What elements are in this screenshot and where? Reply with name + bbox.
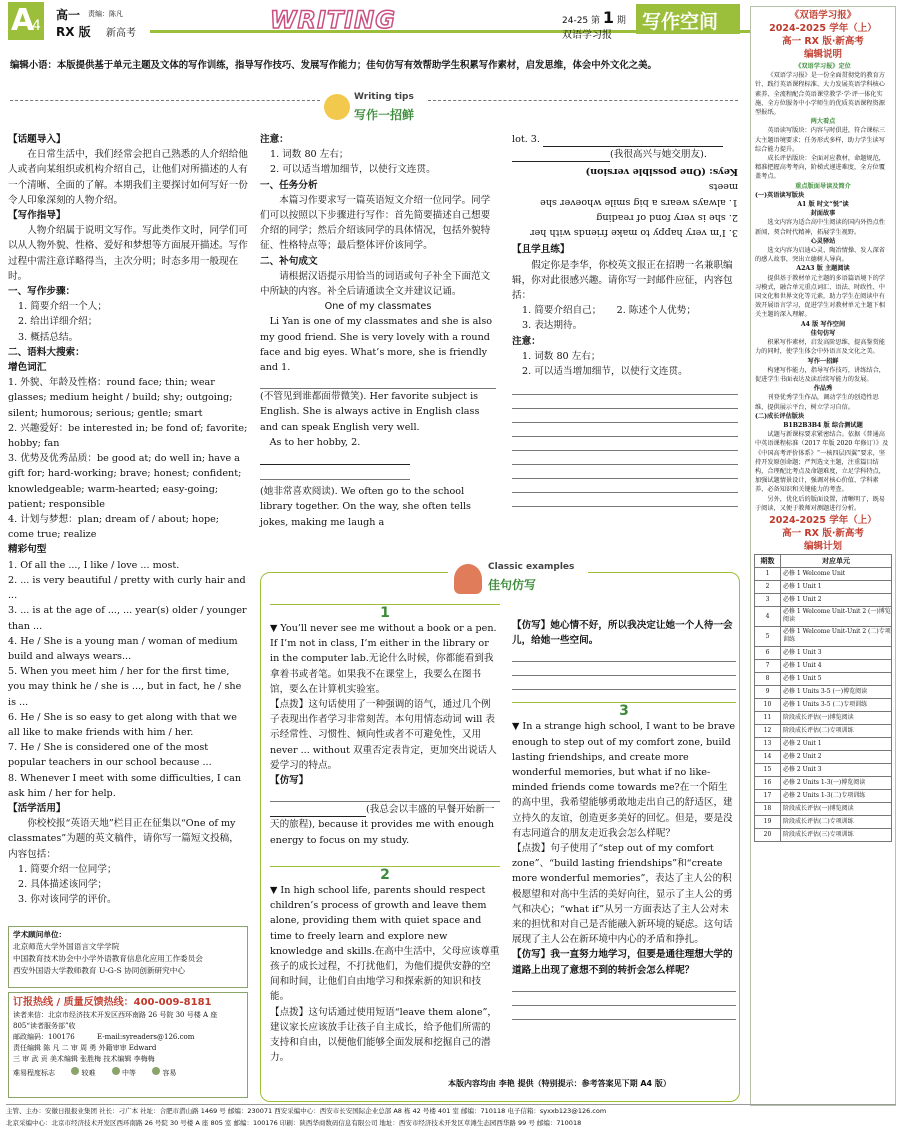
plan-row — [755, 750, 892, 763]
highlight-text: 英语读写版块：内容与时俱进，符合课标三大主题语境要求；任务形式多样，助力学生读写综合能力提升。 — [755, 127, 885, 153]
hotline: 订报热线 / 质量反馈热线：400-009-8181 — [13, 997, 212, 1008]
sentence-item: 6. He / She is so easy to get along with that we all like to make friends with him / her. — [8, 711, 237, 738]
imitate-line[interactable] — [512, 978, 736, 992]
b-head: B1B2B3B4 版 综合测试题 — [783, 421, 863, 429]
footer-line: 主管、主办：安徽日报报业集团 社长：刁广本 社址：合肥市潜山路 1469 号 邮编：230071 西安采编中心：西安市长安国际企业总部 A8 栋 42 号楼 401 室 邮编：710118 电子信箱：syxxb123@126.com — [6, 1107, 607, 1115]
plan-issue: 10 — [755, 698, 781, 711]
advisor-title: 学术顾问单位： — [13, 930, 67, 939]
editor-label: 责编：陈凡 — [88, 10, 123, 18]
vocab-item: 4. 计划与梦想：plan; dream of / about; hope; come true; realize — [8, 514, 220, 541]
advisor-line: 中国教育技术协会中小学外语教育信息化应用工作委员会 — [13, 954, 203, 963]
essay-cont-text: lot. 3. — [512, 134, 540, 145]
drill-note: 1. 词数 80 左右； — [522, 350, 601, 362]
imitate-line[interactable] — [512, 1006, 736, 1020]
plan-issue: 3 — [755, 593, 781, 606]
plan-issue: 16 — [755, 776, 781, 789]
imitate-hint-text: (我总会以丰盛的早餐开始新一天的旅程), because it provides me with enough energy to focus on my study. — [270, 804, 495, 846]
plan-unit: 必修 2 Unit 1 — [781, 737, 892, 750]
sidebar-grade: 高一 RX 版·新高考 — [782, 36, 864, 47]
activity-title: 【活学活用】 — [8, 802, 66, 814]
bottom-note: 本版内容均由 李艳 提供（特别提示：参考答案见下期 A4 版） — [448, 1079, 671, 1088]
plan-row — [755, 711, 892, 724]
writing-line[interactable] — [512, 395, 738, 409]
imitate-label: 【仿写】 — [270, 775, 309, 787]
plan-unit: 必修 2 Unit 3 — [781, 763, 892, 776]
plan-table — [754, 554, 892, 842]
plan-unit: 阶段成长评估(二)专项训练 — [781, 815, 892, 828]
sidebar-body — [751, 61, 895, 514]
writing-line[interactable] — [512, 409, 738, 423]
reader-address: 读者来信：北京市经济技术开发区西环南路 26 号院 30 号楼 A 座 805“读者服务部”收 — [13, 1011, 218, 1030]
essay-text: Li Yan is one of my classmates and she is also my good friend. She is very lovely with a round face and big eyes. What’s more, she is friendly and 1. — [260, 316, 493, 374]
sidebar-sub: 编辑说明 — [803, 49, 842, 60]
example-number: 1 — [270, 604, 500, 621]
plan-unit: 必修 1 Units 3-5 (一)博览阅读 — [781, 685, 892, 698]
sidebar-title: 《双语学习报》 — [789, 10, 857, 21]
classic-examples-banner — [448, 560, 588, 600]
plan-table-head — [755, 554, 892, 567]
edition-label: RX 版 — [56, 25, 91, 39]
column-guide-title: 重点版面导读及简介 — [795, 182, 851, 190]
a1-head: A1 版 时文“悦”读 — [797, 201, 849, 209]
vocab-item: 2. 兴趣爱好：be interested in; be fond of; favorite; hobby; fan — [8, 422, 248, 450]
footer-line: 北京采编中心：北京市经济技术开发区西环南路 26 号院 30 号楼 A 座 805 室 邮编：100176 印刷：陕西华商数码信息有限公司 地址：西安市经济技术开发区草滩生态园西华路 99 号 邮编：710018 — [6, 1119, 582, 1127]
plan-unit: 阶段成长评估(一)博览阅读 — [781, 802, 892, 815]
fill-title: 二、补句成文 — [260, 255, 318, 267]
task-text: 本篇习作要求写一篇英语短文介绍一位同学。同学们可以按照以下步骤进行写作：首先简要描述自己想要介绍的同学；然后介绍该同学的具体情况，包括外貌特征、性格特点等；最后整体评价该同学。 — [260, 194, 491, 252]
plan-unit: 必修 1 Welcome Unit — [781, 567, 892, 580]
key-line: 3. I’m very happy to make friends with her — [529, 227, 738, 239]
vocab-item: 3. 优势及优秀品质：be good at; do well in; have a gift for; hard-working; brave; honest; confident; knowledgeable; warm-hearted; easy-going; patient; responsible — [8, 453, 242, 510]
b-text: 试题与新课标要求紧密结合。依据《普通高中英语课程标准（2017 年版 2020 年修订）》及《中国高考评价体系》“一核四层四翼”要求，坚持开发原创命题；严判选文主题，注重篇目结构，合理配比考点及命题难度，立足学科特点，加强试题情景设计，强调对核心价值、学科素养、必备知识和关键能力的考查。 — [755, 431, 889, 494]
drill-item: 3. 表达期待。 — [522, 320, 583, 332]
item-text: 选文内容为启迪心灵、陶冶情操、发人深省的感人故事，突出立德树人导向。 — [755, 247, 885, 264]
plan-issue: 19 — [755, 815, 781, 828]
sentence-item: 1. Of all the ..., I like / love ... most. — [8, 559, 180, 571]
imitate-line[interactable] — [512, 992, 736, 1006]
a2a3-head: A2A3 版 主题阅读 — [796, 265, 850, 273]
imitate-hint — [270, 802, 500, 848]
example-en-text: ▼ In a strange high school, I want to be brave enough to step out of my comfort zone, build lasting friendships, and create more wonderful memories, but what if no like-minded friends come towards me? — [512, 721, 736, 794]
plan-row — [755, 802, 892, 815]
example-number: 2 — [270, 866, 500, 883]
essay-hint-1: (不管见到谁都面带微笑). Her favorite subject is English. She is always active in English class and can speak English very well. — [260, 391, 480, 433]
staff-line: 责任编辑 陈 凡 二 审 周 勇 外籍审审 Edward — [13, 1044, 157, 1052]
vocab-title: 二、语料大搜索： — [8, 346, 85, 358]
plan-row — [755, 567, 892, 580]
activity-item: 3. 你对该同学的评价。 — [18, 894, 117, 906]
difficulty-easy-icon — [152, 1067, 160, 1075]
b-text-2: 另外，优化后的版面设置，清晰明了，既易于阅读，又便于教师对测题进行分析。 — [755, 495, 885, 512]
advisor-line: 北京师范大学外国语言文学学院 — [13, 942, 120, 951]
item-text: 选文内容为适合高中生阅读的国内外热点性新闻，契合时代精神，拓展学生视野。 — [755, 219, 885, 236]
plan-row — [755, 659, 892, 672]
zip-code — [13, 1032, 243, 1043]
plan-row — [755, 606, 892, 626]
blank-3-cont[interactable] — [512, 152, 610, 162]
item-text: 积累写作素材，启发高阶思维，提高鉴赏能力的同时，使学生体会中外语言及文化之美。 — [755, 339, 885, 356]
plan-issue: 15 — [755, 763, 781, 776]
difficulty-medium-icon — [112, 1067, 120, 1075]
plan-row — [755, 776, 892, 789]
plan-row — [755, 763, 892, 776]
plan-unit: 必修 1 Welcome Unit-Unit 2 (一)博览阅读 — [781, 606, 892, 626]
reading-person-icon — [454, 564, 482, 594]
plan-unit: 必修 1 Unit 5 — [781, 672, 892, 685]
lightbulb-icon — [324, 94, 350, 120]
paper-name: 双语学习报 — [562, 30, 612, 41]
section-2-title: (二)成长评估版块 — [755, 412, 805, 420]
grade-label: 高一 — [56, 8, 81, 22]
essay-part-2 — [260, 435, 496, 465]
plan-row — [755, 815, 892, 828]
plan-row — [755, 593, 892, 606]
plan-issue: 11 — [755, 711, 781, 724]
topic-title: 【话题导入】 — [8, 134, 66, 145]
plan-col-issue: 期数 — [755, 554, 781, 567]
activity-item: 2. 具体描述该同学； — [18, 878, 107, 890]
activity-text: 你校校报“英语天地”栏目正在征集以“One of my classmates”为题的英文稿件，请你写一篇短文投稿，内容包括： — [8, 818, 239, 860]
step-item: 1. 简要介绍一个人； — [18, 301, 107, 313]
classic-en: Classic examples — [488, 562, 575, 572]
imitate-blank[interactable] — [270, 807, 366, 817]
example-cn-text: 在一个陌生的高中里，我希望能够勇敢地走出自己的舒适区，建立持久的友谊，创造更多美好的回忆。但是，要是没有志同道合的朋友走近我会怎么样呢？ — [512, 782, 733, 839]
guide-title: 【写作指导】 — [8, 210, 66, 222]
advisor-box — [8, 926, 248, 988]
zip-label: 邮政编码：100176 — [13, 1033, 75, 1041]
difficulty-easy: 容易 — [162, 1069, 177, 1077]
plan-unit: 必修 1 Unit 4 — [781, 659, 892, 672]
plan-header — [751, 514, 895, 553]
item-sub: 心灵驿站 — [810, 237, 836, 245]
highlight-text: 成长评估版块：全面对应教材，命题规范，精准把握高考考向，阶梯式递进难度，全方位覆盖考点。 — [755, 155, 885, 181]
writing-line[interactable] — [512, 479, 738, 493]
plan-unit: 阶段成长评估(二)专项训练 — [781, 724, 892, 737]
plan-unit: 必修 1 Unit 2 — [781, 593, 892, 606]
essay-title: One of my classmates — [324, 301, 432, 313]
issue-unit: 期 — [616, 16, 626, 26]
item-text: 刊登优秀学生作品，调动学生的创造性思维，提供展示平台，树立学习自信。 — [755, 394, 879, 411]
edition-sub-label: 新高考 — [106, 28, 136, 39]
key-line: 2. she is very fond of reading — [596, 212, 738, 224]
essay-continuation — [512, 132, 738, 147]
sidebar-year: 2024-2025 学年（上） — [769, 23, 877, 34]
notes-title: 注意： — [260, 134, 289, 145]
plan-issue: 8 — [755, 672, 781, 685]
plan-issue: 5 — [755, 626, 781, 646]
plan-row — [755, 828, 892, 841]
plan-unit: 必修 1 Unit 3 — [781, 646, 892, 659]
writing-tips-en: Writing tips — [354, 92, 414, 102]
order-box — [8, 992, 248, 1098]
plan-unit: 必修 2 Units 1-3(二)专项训练 — [781, 789, 892, 802]
drill-title: 【且学且练】 — [512, 244, 570, 256]
plan-issue: 18 — [755, 802, 781, 815]
item-text: 构建写作能力，指导写作技巧，讲练结合，促进学生书面表达及读后续写能力的发展。 — [755, 366, 885, 383]
plan-sub: 编辑计划 — [803, 540, 842, 552]
example-en-text: ▼ In high school life, parents should respect children’s process of growth and leave them alone, providing them with quiet space and time to freely learn and explore new knowledge and skills. — [270, 885, 487, 957]
writing-line[interactable] — [512, 381, 738, 395]
plan-issue: 4 — [755, 606, 781, 626]
example-1 — [270, 604, 500, 848]
middle-column — [260, 132, 496, 530]
note-item: 2. 可以适当增加细节，以使行文连贯。 — [270, 164, 436, 176]
fill-text: 请根据汉语提示用恰当的词语或句子补全下面范文中所缺的内容。补全后请通读全文并建议记诵。 — [260, 270, 491, 298]
plan-unit: 必修 2 Unit 2 — [781, 750, 892, 763]
difficulty-hard-icon — [71, 1067, 79, 1075]
example-2-cont — [512, 618, 736, 1020]
plan-issue: 2 — [755, 580, 781, 593]
essay-hint-3 — [512, 147, 738, 162]
step-item: 2. 给出详细介绍； — [18, 316, 98, 328]
step-item: 3. 概括总结。 — [18, 331, 79, 343]
sentence-item: 7. He / She is considered one of the most popular teachers in our school because ... — [8, 742, 212, 769]
plan-row — [755, 737, 892, 750]
vocab-item: 1. 外貌、年龄及性格：round face; thin; wear glasses; medium height / build; shy; outgoing; silent; humorous; serious; gentle; smart — [8, 377, 233, 419]
plan-issue: 17 — [755, 789, 781, 802]
imitate-line[interactable] — [270, 788, 500, 802]
plan-table-body — [755, 567, 892, 841]
plan-row — [755, 698, 892, 711]
plan-row — [755, 672, 892, 685]
essay-hint-2: (她非常喜欢阅读). We often go to the school library together. On the way, she often tells jokes, making me laugh a — [260, 486, 471, 528]
left-column — [8, 132, 248, 907]
plan-issue: 12 — [755, 724, 781, 737]
difficulty-legend — [13, 1067, 243, 1079]
plan-year: 2024-2025 学年（上） — [769, 514, 877, 526]
imitate-label-3: 【仿写】我一直努力地学习，但要是通往理想大学的道路上出现了意想不到的转折会怎么样呢？ — [512, 949, 733, 976]
editorial-sidebar — [750, 6, 896, 1106]
writing-title: WRITING — [270, 6, 396, 34]
right-content-column — [512, 132, 738, 507]
plan-col-unit: 对应单元 — [781, 554, 892, 567]
note-item: 1. 词数 80 左右； — [270, 149, 349, 161]
blank-3[interactable] — [543, 137, 723, 147]
example-2 — [270, 866, 500, 1065]
email-label: E-mail:syreaders@126.com — [96, 1033, 195, 1041]
plan-unit: 阶段成长评估(三)专项训练 — [781, 828, 892, 841]
imitate-line[interactable] — [512, 648, 736, 662]
plan-row — [755, 580, 892, 593]
plan-issue: 7 — [755, 659, 781, 672]
guide-text: 人物介绍属于说明文写作。写此类作文时，同学们可以从人物外貌、性格、爱好和梦想等方面展开描述。写作过程中需注意详略得当，主次分明；时态多用一般现在时。 — [8, 225, 248, 282]
advisor-line: 西安外国语大学教师教育 U-G-S 协同创新研究中心 — [13, 966, 185, 975]
blank-1[interactable] — [260, 375, 496, 389]
plan-issue: 13 — [755, 737, 781, 750]
blank-2-cont[interactable] — [260, 466, 410, 480]
issue-prefix: 24-25 第 — [562, 16, 601, 26]
writing-tips-cn: 写作一招鲜 — [354, 108, 415, 122]
plan-row — [755, 646, 892, 659]
main-content — [8, 44, 746, 1104]
sentence-item: 5. When you meet him / her for the first time, you may think he / she is ..., but in fact, he / she is ... — [8, 666, 242, 708]
activity-item: 1. 简要介绍一位同学； — [18, 863, 117, 875]
example-en — [270, 621, 500, 697]
drill-notes-title: 注意： — [512, 335, 541, 347]
item-text: 提供基于教材单元主题的多语篇语境下的学习模式，融合单元重点词汇、语法、时政性、中国文化和世界文化等元素，助力学生在阅读中有效开展语言学习，促进学生对教材单元主题下相关主题的深入理解。 — [755, 274, 885, 319]
sentence-subtitle: 精彩句型 — [8, 544, 47, 556]
plan-row — [755, 724, 892, 737]
section-title: 写作空间 — [642, 11, 719, 33]
hint-text: (我很高兴与她交朋友). — [610, 149, 707, 161]
item-sub: 佳句仿写 — [810, 329, 836, 337]
plan-unit: 必修 1 Welcome Unit-Unit 2 (二)专项训练 — [781, 626, 892, 646]
writing-tips-banner — [324, 90, 424, 126]
sentence-item: 4. He / She is a young man / woman of medium build and always wears... — [8, 635, 238, 662]
key-line: 1. always wears a big smile whoever she meets — [540, 181, 738, 209]
editor-intro: 编辑小语：本版提供基于单元主题及文体的写作训练，指导写作技巧、发展写作能力；佳句仿写有效帮助学生积累写作素材，启发思维，体会中外文化之美。 — [10, 60, 657, 71]
writing-line[interactable] — [512, 465, 738, 479]
a4-head: A4 版 写作空间 — [800, 320, 846, 328]
item-sub: 写作一招鲜 — [807, 357, 839, 365]
plan-issue: 9 — [755, 685, 781, 698]
plan-unit: 阶段成长评估(一)博览阅读 — [781, 711, 892, 724]
writing-line[interactable] — [512, 493, 738, 507]
plan-unit: 必修 1 Units 3-5 (二)专项训练 — [781, 698, 892, 711]
plan-row — [755, 789, 892, 802]
plan-unit: 必修 1 Unit 1 — [781, 580, 892, 593]
sentence-item: 3. ... is at the age of ..., ... year(s) older / younger than ... — [8, 605, 247, 632]
writing-line[interactable] — [512, 423, 738, 437]
plan-issue: 6 — [755, 646, 781, 659]
difficulty-hard: 较难 — [81, 1069, 96, 1077]
plan-grade: 高一 RX 版·新高考 — [782, 527, 864, 539]
plan-row — [755, 685, 892, 698]
page-footer — [6, 1104, 896, 1130]
intro-divider — [10, 100, 320, 101]
example-cn-text: 在高中生活中，父母应该尊重孩子的成长过程，不打扰他们，为他们提供安静的空间和时间，让他们自由地学习和探索新的知识和技能。 — [270, 945, 500, 1003]
page-number: 4 — [32, 18, 41, 34]
example-cn-text: 无论什么时候，你都能看到我拿着书或者笔。如果我不在课堂上，我要么在图书馆，要么在计算机实验室。 — [270, 653, 494, 695]
imitate-label-2: 【仿写】她心情不好，所以我决定让她一个人待一会儿，给她一些空间。 — [512, 620, 733, 647]
position-text: 《双语学习报》是一份全面贯彻党的教育方针、践行英语课程标准、大力发展英语学科核心素养、全流程配合英语课堂教学·学·评一体化实施、全方位服务中小学师生的优质英语课程资源型报纸。 — [755, 72, 885, 117]
example-note: 【点拨】这句话使用了一种强调的语气，通过几个例子表现出作者学习非常刻苦。本句用情态动词 will 表示经常性、习惯性、倾向性或者不可避免性，又用 never ... without 双重否定表肯定，更加突出说话人爱学习的特点。 — [270, 699, 497, 771]
section-1-title: (一)英语读写版块 — [755, 191, 805, 199]
difficulty-label: 难易程度标志 — [13, 1069, 55, 1077]
essay-text: As to her hobby, 2. — [269, 436, 361, 448]
item-sub: 封面故事 — [810, 210, 836, 218]
answer-keys — [512, 164, 738, 240]
page-letter: A — [11, 3, 35, 38]
intro-divider-right — [428, 100, 738, 101]
example-note: 【点拨】句子使用了“step out of my comfort zone”、“build lasting friendships”和“create more wonderful memories”，表达了主人公的积极愿望和对高中生活的美好向往，显示了主人公的勇气和决心；“what if”从另一方面表达了主人公对未来的担忧和对自己是否能融入新环境的疑虑。这句话展现了主人公在新环境中内心的矛盾和挣扎。 — [512, 843, 733, 946]
writing-line[interactable] — [512, 437, 738, 451]
plan-issue: 1 — [755, 567, 781, 580]
sidebar-header — [751, 7, 895, 61]
imitate-line[interactable] — [512, 676, 736, 690]
essay-part-1 — [260, 314, 496, 389]
task-title: 一、任务分析 — [260, 179, 318, 191]
issue-label — [562, 8, 626, 27]
writing-area[interactable] — [512, 381, 738, 507]
plan-issue: 20 — [755, 828, 781, 841]
sentence-item: 8. Whenever I meet with some difficulties, I can ask him / her for help. — [8, 772, 242, 799]
drill-text: 假定你是李华，你校英文报正在招聘一名兼职编辑，你对此很感兴趣。请你写一封邮件应征，内容包括： — [512, 259, 733, 302]
item-sub: 作品秀 — [813, 385, 833, 393]
key-line: Keys: (One possible version) — [585, 166, 738, 178]
plan-row — [755, 626, 892, 646]
writing-line[interactable] — [512, 451, 738, 465]
example-note: 【点拨】这句话通过使用短语“leave them alone”，建议家长应该放手让孩子自主成长，给予他们所需的支持和自由，以便他们能够全面发展和挖掘自己的潜力。 — [270, 1006, 498, 1064]
difficulty-medium: 中等 — [121, 1069, 136, 1077]
example-en — [512, 719, 736, 841]
drill-note: 2. 可以适当增加细节，以使行文连贯。 — [522, 366, 688, 378]
example-en — [270, 883, 500, 1005]
position-title: 《双语学习报》定位 — [795, 63, 851, 70]
blank-2[interactable] — [260, 455, 410, 465]
classic-cn: 佳句仿写 — [488, 578, 537, 592]
two-highlights-title: 两大看点 — [810, 118, 836, 126]
steps-title: 一、写作步骤： — [8, 286, 76, 298]
example-number: 3 — [512, 702, 736, 719]
plan-issue: 14 — [755, 750, 781, 763]
plan-unit: 必修 2 Units 1-3(一)博览阅读 — [781, 776, 892, 789]
example-en-text: ▼ You’ll never see me without a book or a pen. If I’m not in class, I’m either in the library or in the computer lab. — [270, 623, 497, 665]
imitate-line[interactable] — [512, 662, 736, 676]
sentence-item: 2. ... is very beautiful / pretty with curly hair and ... — [8, 574, 246, 602]
vocab-subtitle: 增色词汇 — [8, 362, 47, 374]
issue-number: 1 — [602, 8, 615, 27]
topic-text: 在日常生活中，我们经常会把自己熟悉的人介绍给他人或者向某组织或机构介绍自己，让他们对所描述的人有一个清晰、全面的了解。本期我们主要探讨如何写好一份令人印象深刻的人物介绍。 — [8, 149, 248, 206]
drill-item: 1. 简要介绍自己； 2. 陈述个人优势； — [522, 305, 696, 317]
staff-line: 三 审 武 贡 美术编辑 张胜梅 技术编辑 李梅梅 — [13, 1055, 155, 1063]
